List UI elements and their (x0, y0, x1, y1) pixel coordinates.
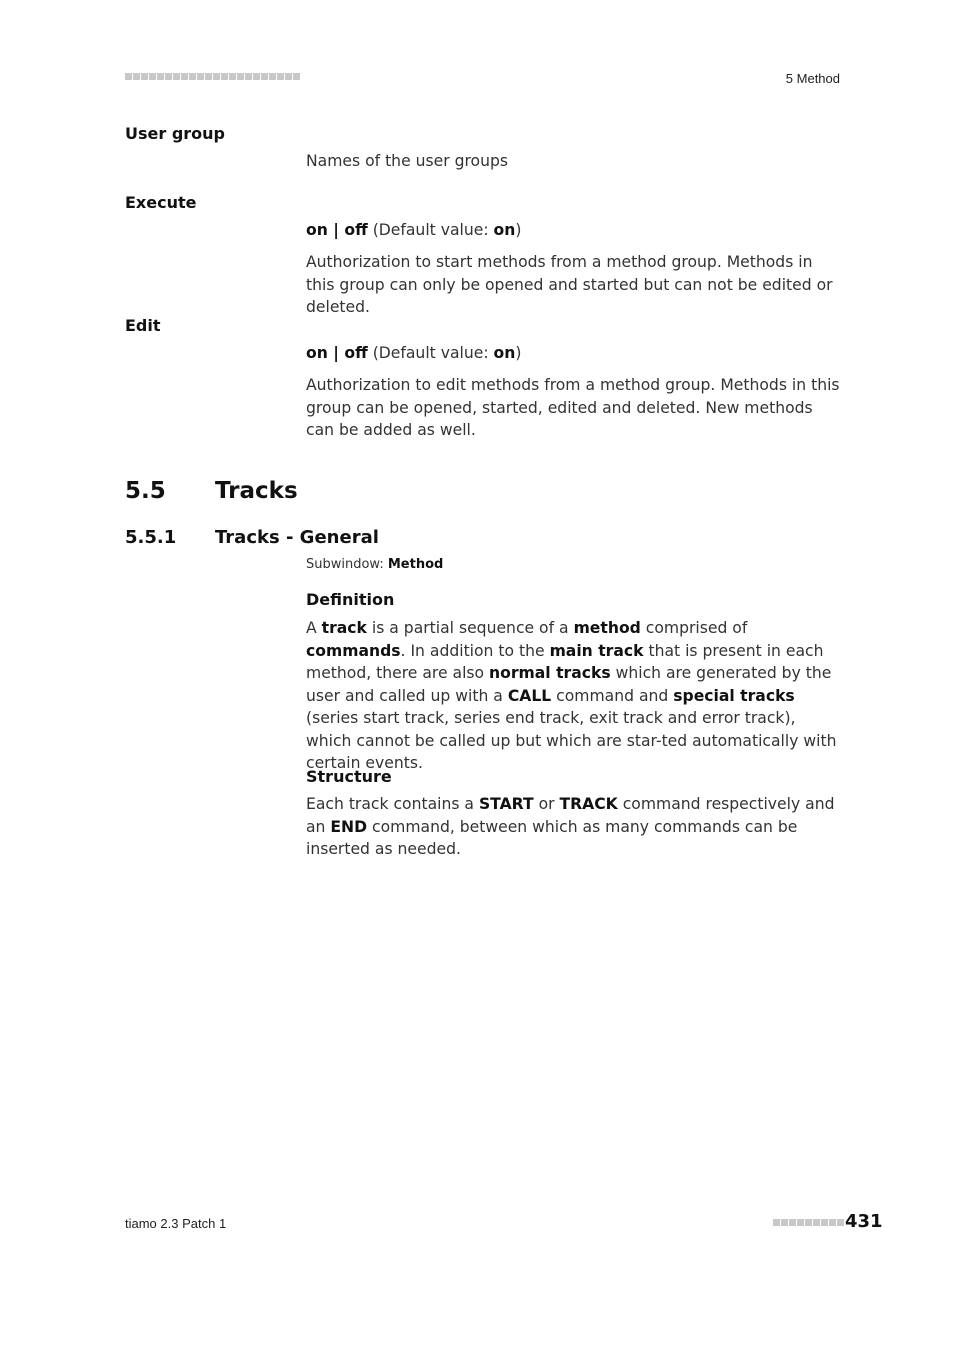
desc-edit: Authorization to edit methods from a method group. Methods in this group can be opened, started, edited and deleted. New methods can be added as well. (306, 376, 840, 439)
page-number: 431 (845, 1211, 883, 1232)
desc-execute: Authorization to start methods from a method group. Methods in this group can only be opened and started but can not be edited or deleted. (306, 253, 833, 316)
term-execute: Execute (125, 193, 197, 212)
header-section: 5 Method (785, 71, 840, 86)
desc-user-group: Names of the user groups (306, 152, 509, 170)
structure-heading: Structure (306, 767, 392, 786)
definition-text: A track is a partial sequence of a method comprised of commands. In addition to the main track that is present in each method, there are also normal tracks which are generated by the user and called up with a CALL command and special tracks (series start track, series end track, exit track and error track), which cannot be called up but which are star-ted automatically with certain events. (306, 619, 837, 772)
term-edit: Edit (125, 316, 161, 335)
section-heading: 5.5 Tracks (125, 478, 298, 504)
subwindow-label: Subwindow: Method (306, 557, 444, 572)
footer-decoration (773, 1219, 844, 1226)
header-decoration (125, 73, 300, 82)
footer-product: tiamo 2.3 Patch 1 (125, 1216, 227, 1231)
subsection-heading: 5.5.1 Tracks - General (125, 527, 379, 548)
term-user-group: User group (125, 124, 226, 143)
options-edit: on | off (Default value: on) (306, 344, 522, 362)
definition-heading: Definition (306, 590, 395, 609)
structure-text: Each track contains a START or TRACK command respectively and an END command, between which as many commands can be inserted as needed. (306, 795, 835, 858)
options-execute: on | off (Default value: on) (306, 221, 522, 239)
